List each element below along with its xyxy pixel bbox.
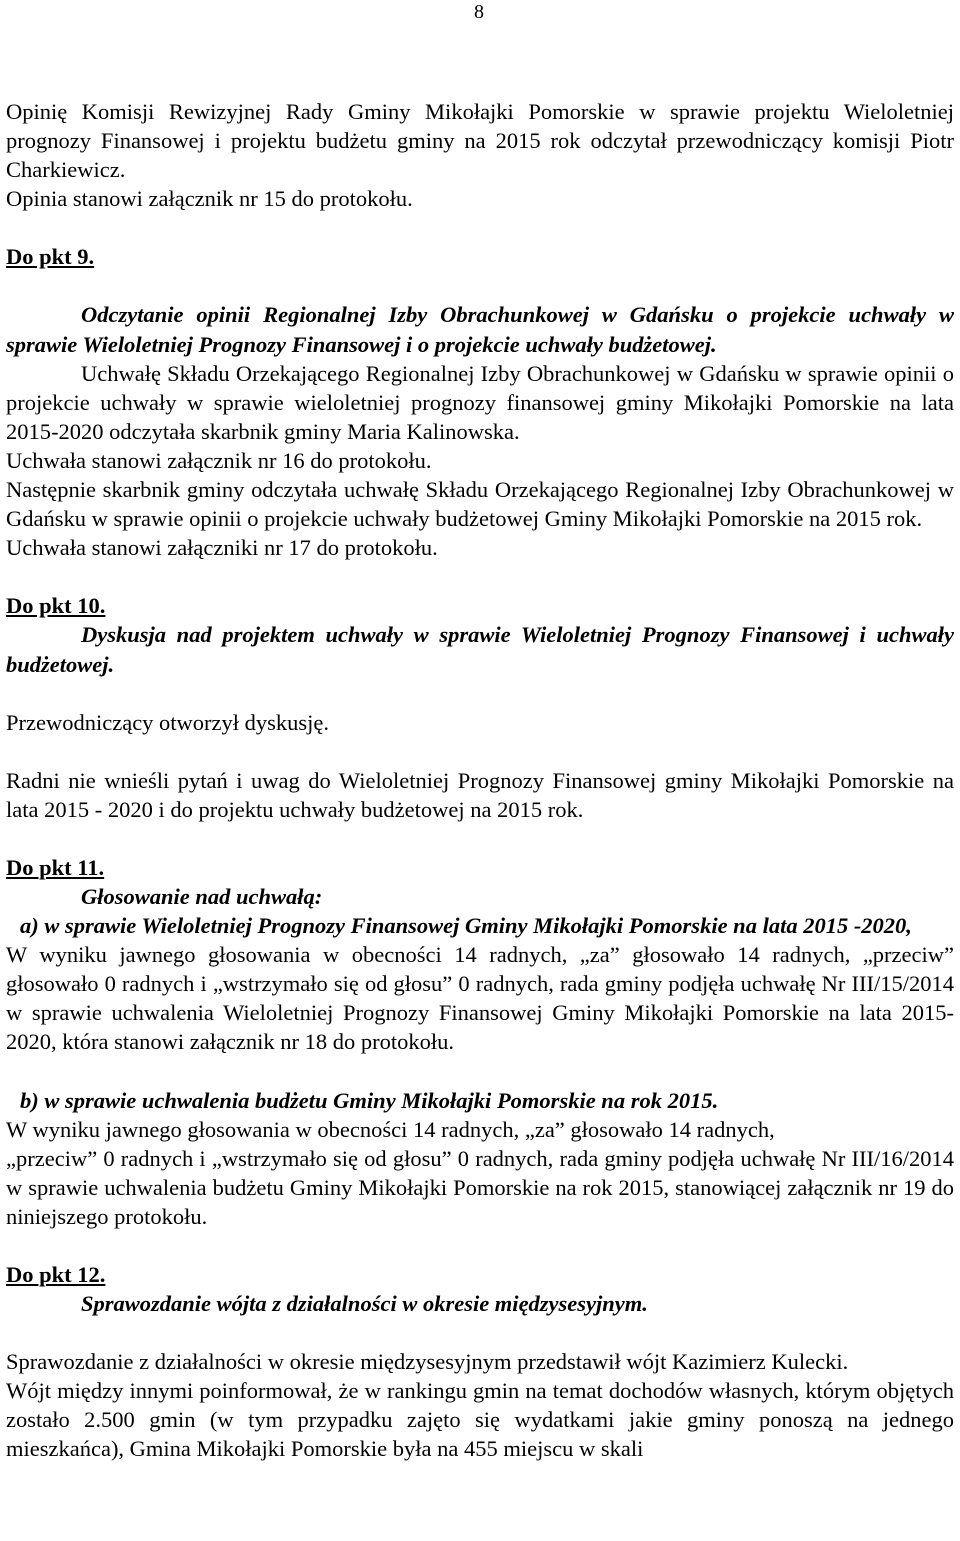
paragraph-report-ranking: Wójt między innymi poinformował, że w rankingu gmin na temat dochodów własnych, którym objętych zostało 2.500 gmin (w tym przypadku zajęto się wydatkami jakie gminy ponoszą na jednego mieszkańca), Gmina Mikołajki Pomorskie była na 455 miejscu w skali — [6, 1378, 954, 1462]
paragraph-attachment-16: Uchwała stanowi załącznik nr 16 do protokołu. — [6, 447, 432, 473]
paragraph-discussion-opened: Przewodniczący otworzył dyskusję. — [6, 709, 330, 735]
paragraph-no-questions: Radni nie wnieśli pytań i uwag do Wieloletniej Prognozy Finansowej gminy Mikołajki Pomorskie na lata 2015 - 2020 i do projektu uchwały budżetowej na 2015 rok. — [6, 767, 954, 822]
section-title-pkt11: Głosowanie nad uchwałą: — [81, 883, 323, 909]
paragraph-resolution-rio-2: Następnie skarbnik gminy odczytała uchwałę Składu Orzekającego Regionalnej Izby Obrachunkowej w Gdańsku w sprawie opinii o projekcie uchwały budżetowej Gminy Mikołajki Pomorskie na 2015 rok. — [6, 477, 954, 532]
section-heading-pkt9: Do pkt 9. — [6, 244, 95, 270]
section-heading-pkt11: Do pkt 11. — [6, 854, 105, 880]
vote-item-b-text: „przeciw” 0 radnych i „wstrzymało się od głosu” 0 radnych, rada gminy podjęła uchwałę Nr III/16/2014 w sprawie uchwalenia budżetu Gminy Mikołajki Pomorskie na rok 2015, stanowiącej załącznik nr 19 do niniejszego protokołu. — [6, 1145, 954, 1229]
paragraph-resolution-rio-1: Uchwałę Składu Orzekającego Regionalnej Izby Obrachunkowej w Gdańsku w sprawie opinii o projekcie uchwały w sprawie wieloletniej prognozy finansowej gminy Mikołajki Pomorskie na lata 2015-2020 odczytała skarbnik gminy Maria Kalinowska. — [6, 360, 954, 444]
paragraph-attachment-15: Opinia stanowi załącznik nr 15 do protokołu. — [6, 186, 413, 212]
section-title-pkt12: Sprawozdanie wójta z działalności w okresie międzysesyjnym. — [81, 1291, 648, 1317]
section-title-pkt10: Dyskusja nad projektem uchwały w sprawie Wieloletniej Prognozy Finansowej i uchwały budżetowej. — [6, 622, 954, 677]
vote-item-a-text: W wyniku jawnego głosowania w obecności 14 radnych, „za” głosowało 14 radnych, „przeciw” głosowało 0 radnych i „wstrzymało się od głosu” 0 radnych, rada gminy podjęła uchwałę Nr III/15/2014 w sprawie uchwalenia Wieloletniej Prognozy Finansowej Gminy Mikołajki Pomorskie na lata 2015-2020, która stanowi załącznik nr 18 do protokołu. — [6, 942, 954, 1055]
vote-item-a-title: a) w sprawie Wieloletniej Prognozy Finansowej Gminy Mikołajki Pomorskie na lata 2015 -2020, — [20, 913, 912, 939]
document-body — [6, 97, 954, 1464]
section-title-pkt9: Odczytanie opinii Regionalnej Izby Obrachunkowej w Gdańsku o projekcie uchwały w sprawie Wieloletniej Prognozy Finansowej i o projekcie uchwały budżetowej. — [6, 302, 954, 357]
section-heading-pkt10: Do pkt 10. — [6, 593, 106, 619]
paragraph-report-presented: Sprawozdanie z działalności w okresie międzysesyjnym przedstawił wójt Kazimierz Kulecki. — [6, 1349, 849, 1375]
vote-item-b-line1: W wyniku jawnego głosowania w obecności 14 radnych, „za” głosowało 14 radnych, — [6, 1116, 775, 1142]
paragraph-opinion-commission: Opinię Komisji Rewizyjnej Rady Gminy Mikołajki Pomorskie w sprawie projektu Wieloletniej prognozy Finansowej i projektu budżetu gminy na 2015 rok odczytał przewodniczący komisji Piotr Charkiewicz. — [6, 99, 954, 183]
section-heading-pkt12: Do pkt 12. — [6, 1262, 106, 1287]
page-number: 8 — [474, 1, 484, 23]
paragraph-attachment-17: Uchwała stanowi załączniki nr 17 do protokołu. — [6, 535, 438, 561]
vote-item-b-title: b) w sprawie uchwalenia budżetu Gminy Mikołajki Pomorskie na rok 2015. — [20, 1087, 719, 1113]
